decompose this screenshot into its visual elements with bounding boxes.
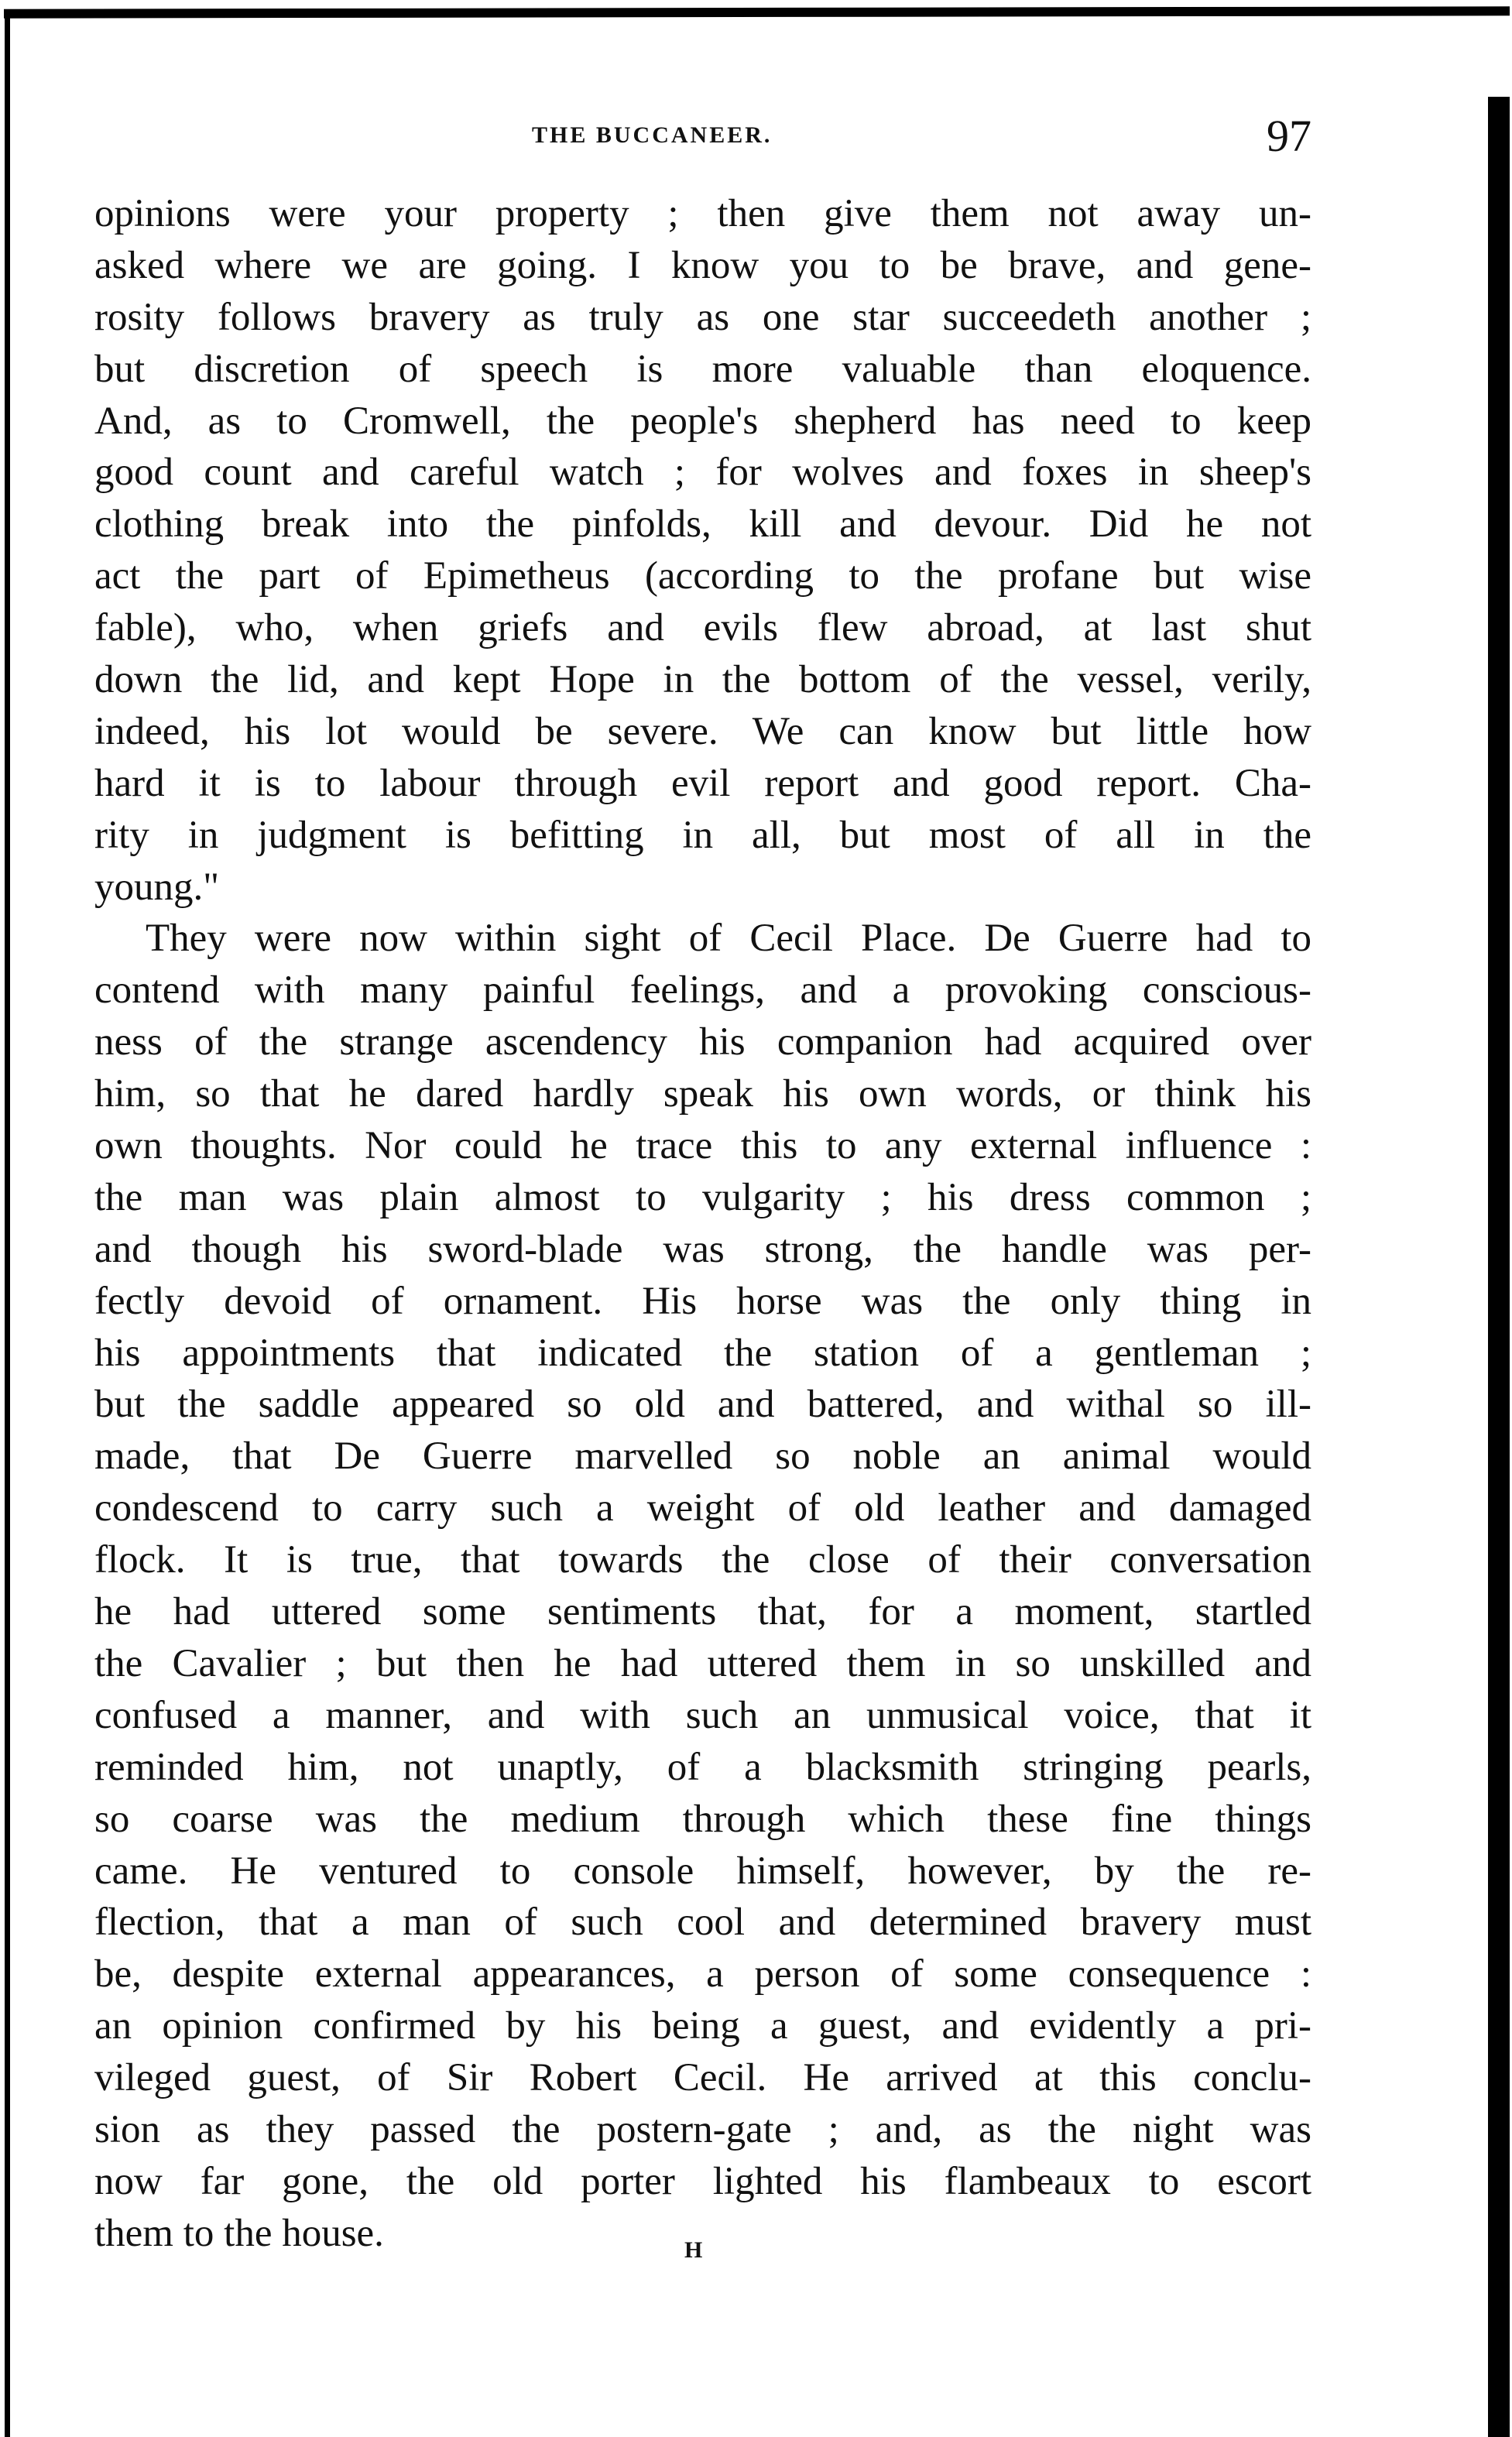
paragraph bbox=[94, 188, 1311, 913]
text-line: an opinion confirmed by his being a guest, and evidently a pri- bbox=[94, 2004, 1311, 2048]
text-line: and though his sword-blade was strong, the handle was per- bbox=[94, 1227, 1311, 1271]
text-line: contend with many painful feelings, and a provoking conscious- bbox=[94, 968, 1311, 1013]
text-line: him, so that he dared hardly speak his own words, or think his bbox=[94, 1072, 1311, 1116]
text-line: And, as to Cromwell, the people's shepherd has need to keep bbox=[94, 399, 1311, 443]
text-line: his appointments that indicated the station of a gentleman ; bbox=[94, 1331, 1311, 1375]
running-title: THE BUCCANEER. bbox=[532, 122, 773, 148]
text-line: condescend to carry such a weight of old leather and damaged bbox=[94, 1486, 1311, 1530]
text-line: the Cavalier ; but then he had uttered them in so unskilled and bbox=[94, 1641, 1311, 1685]
scan-border-left bbox=[5, 11, 10, 2437]
text-line: hard it is to labour through evil report and good report. Cha- bbox=[94, 761, 1311, 805]
text-line: made, that De Guerre marvelled so noble an animal would bbox=[94, 1434, 1311, 1479]
text-line: the man was plain almost to vulgarity ; his dress common ; bbox=[94, 1175, 1311, 1219]
text-line: opinions were your property ; then give them not away un- bbox=[94, 192, 1311, 235]
paragraph bbox=[94, 913, 1311, 2259]
text-line: indeed, his lot would be severe. We can know but little how bbox=[94, 709, 1311, 753]
text-line: down the lid, and kept Hope in the bottom of the vessel, verily, bbox=[94, 658, 1311, 702]
text-line: act the part of Epimetheus (according to the profane but wise bbox=[94, 554, 1311, 598]
text-line: They were now within sight of Cecil Place. De Guerre had to bbox=[146, 917, 1311, 961]
text-line: came. He ventured to console himself, however, by the re- bbox=[94, 1849, 1311, 1893]
text-line: flection, that a man of such cool and determined bravery must bbox=[94, 1901, 1311, 1945]
text-line: rosity follows bravery as truly as one star succeedeth another ; bbox=[94, 295, 1311, 339]
page-header bbox=[94, 111, 1311, 163]
text-line: now far gone, the old porter lighted his flambeaux to escort bbox=[94, 2159, 1311, 2203]
text-line: but the saddle appeared so old and battered, and withal so ill- bbox=[94, 1383, 1311, 1427]
page-number: 97 bbox=[1267, 111, 1311, 161]
text-line: but discretion of speech is more valuable than eloquence. bbox=[94, 347, 1311, 391]
text-line: vileged guest, of Sir Robert Cecil. He arrived at this conclu- bbox=[94, 2056, 1311, 2100]
signature-mark: H bbox=[684, 2237, 703, 2263]
text-line: he had uttered some sentiments that, for a moment, startled bbox=[94, 1590, 1311, 1634]
text-line: own thoughts. Nor could he trace this to any external influence : bbox=[94, 1124, 1311, 1168]
text-line: young." bbox=[94, 865, 220, 909]
text-line: be, despite external appearances, a person of some consequence : bbox=[94, 1952, 1311, 1997]
scan-border-top bbox=[4, 6, 1510, 18]
text-line: rity in judgment is befitting in all, but most of all in the bbox=[94, 813, 1311, 857]
text-line: ness of the strange ascendency his companion had acquired over bbox=[94, 1020, 1311, 1064]
text-line: confused a manner, and with such an unmusical voice, that it bbox=[94, 1693, 1311, 1737]
text-line: them to the house. bbox=[94, 2211, 384, 2255]
text-line: so coarse was the medium through which these fine things bbox=[94, 1797, 1311, 1841]
text-line: sion as they passed the postern-gate ; and, as the night was bbox=[94, 2107, 1311, 2151]
text-line: fectly devoid of ornament. His horse was the only thing in bbox=[94, 1279, 1311, 1323]
text-line: reminded him, not unaptly, of a blacksmith stringing pearls, bbox=[94, 1745, 1311, 1789]
scan-border-right bbox=[1488, 97, 1510, 2437]
body-text bbox=[94, 188, 1311, 2260]
text-line: flock. It is true, that towards the close of their conversation bbox=[94, 1538, 1311, 1582]
text-line: asked where we are going. I know you to be brave, and gene- bbox=[94, 243, 1311, 287]
text-line: fable), who, when griefs and evils flew abroad, at last shut bbox=[94, 606, 1311, 650]
text-line: good count and careful watch ; for wolves and foxes in sheep's bbox=[94, 451, 1311, 495]
text-line: clothing break into the pinfolds, kill and devour. Did he not bbox=[94, 502, 1311, 547]
